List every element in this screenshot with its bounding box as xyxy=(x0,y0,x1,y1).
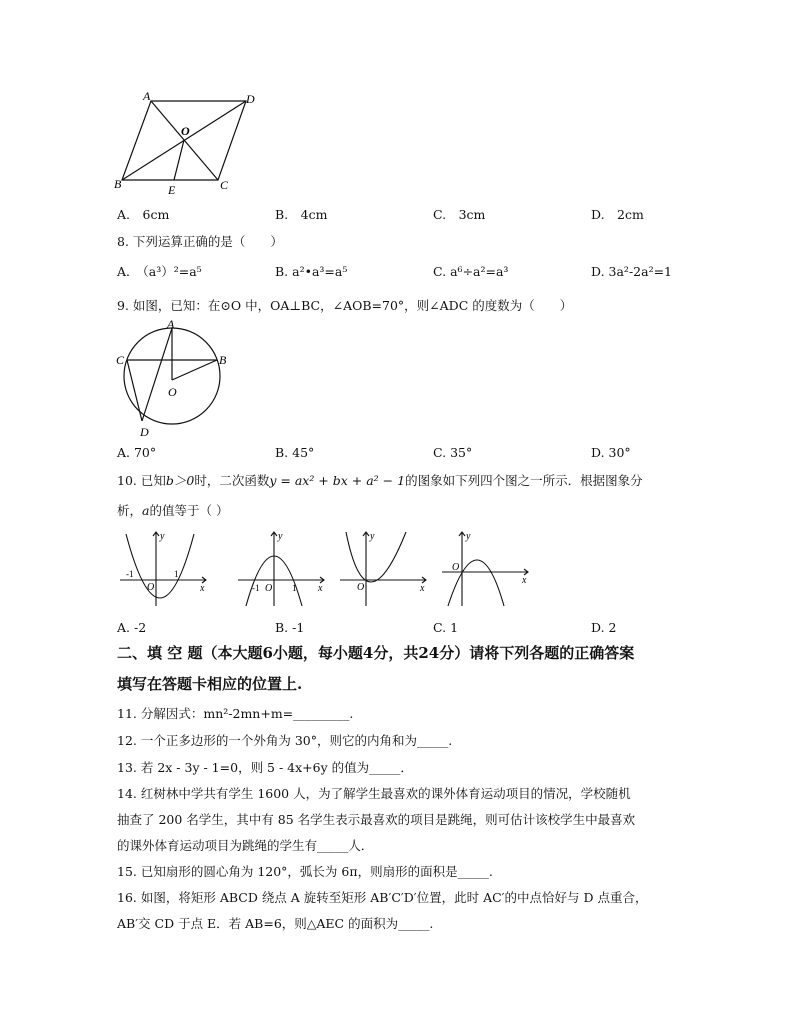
q10-formula: y = ax² + bx + a² − 1 xyxy=(269,473,406,488)
label-B: B xyxy=(219,353,227,367)
q7-option-c: C. 3cm xyxy=(433,207,486,222)
label-O: O xyxy=(181,124,190,138)
q8-option-a: A. （a³）²=a⁵ xyxy=(117,264,202,279)
q15: 15. 已知扇形的圆心角为 120°，弧长为 6π，则扇形的面积是_____. xyxy=(117,864,493,879)
q10-stem-line2 xyxy=(117,503,228,519)
graph-a-one-label: 1 xyxy=(174,569,179,579)
graph-c xyxy=(338,528,430,610)
q10-line2-pre: 析， xyxy=(117,503,143,518)
section2-heading-line2: 填写在答题卡相应的位置上. xyxy=(117,675,303,693)
graph-a-x-label: x xyxy=(200,583,205,594)
q10-stem-mid: 时，二次函数 xyxy=(194,473,270,488)
graph-b-x-label: x xyxy=(318,583,323,594)
graph-b-one-label: 1 xyxy=(292,583,297,593)
label-E: E xyxy=(168,183,176,197)
graph-c-origin-label: O xyxy=(357,582,365,593)
q10-option-c: C. 1 xyxy=(433,620,459,635)
q7-option-b: B. 4cm xyxy=(275,207,328,222)
graph-c-x-label: x xyxy=(420,583,425,594)
graph-d-origin-label: O xyxy=(452,562,460,573)
graph-d-y-label: y xyxy=(466,531,471,542)
q10-condition: b＞0 xyxy=(165,473,195,488)
graph-d-x-label: x xyxy=(522,575,527,586)
q10-option-a: A. -2 xyxy=(117,620,147,635)
q12: 12. 一个正多边形的一个外角为 30°，则它的内角和为_____. xyxy=(117,733,453,748)
parallelogram-figure xyxy=(110,88,270,200)
q10-stem-pre: 10. 已知 xyxy=(117,473,166,488)
label-D: D xyxy=(246,92,255,106)
q14-line2: 抽查了 200 名学生，其中有 85 名学生表示最喜欢的项目是跳绳，则可估计该校学生中最喜欢 xyxy=(117,812,636,827)
q8-stem: 8. 下列运算正确的是（ ） xyxy=(117,234,283,249)
q9-option-b: B. 45° xyxy=(275,445,315,460)
graph-a-neg1-label: -1 xyxy=(126,569,134,579)
graph-b xyxy=(236,528,328,610)
label-B: B xyxy=(114,177,122,191)
q16-line2: AB′交 CD 于点 E．若 AB=6，则△AEC 的面积为_____. xyxy=(117,916,434,931)
q9-option-a: A. 70° xyxy=(117,445,157,460)
label-C: C xyxy=(116,353,125,367)
q10-stem xyxy=(117,473,643,489)
graph-a-y-label: y xyxy=(160,531,165,542)
q9-option-c: C. 35° xyxy=(433,445,473,460)
label-C: C xyxy=(220,178,229,192)
q7-option-d: D. 2cm xyxy=(591,207,644,222)
q10-var-a: a xyxy=(142,503,150,518)
q16-line1: 16. 如图，将矩形 ABCD 绕点 A 旋转至矩形 AB′C′D′位置，此时 AC′的中点恰好与 D 点重合， xyxy=(117,890,648,905)
graph-d xyxy=(440,528,532,610)
label-A: A xyxy=(143,89,151,103)
q9-stem: 9. 如图，已知：在⊙O 中，OA⊥BC，∠AOB=70°，则∠ADC 的度数为（ ） xyxy=(117,298,573,313)
q13: 13. 若 2x - 3y - 1=0，则 5 - 4x+6y 的值为_____． xyxy=(117,760,413,775)
q14-line3: 的课外体育运动项目为跳绳的学生有_____人． xyxy=(117,838,374,853)
q9-option-d: D. 30° xyxy=(591,445,631,460)
q10-option-b: B. -1 xyxy=(275,620,305,635)
graph-a xyxy=(118,528,210,610)
q14-line1: 14. 红树林中学共有学生 1600 人，为了解学生最喜欢的课外体育运动项目的情况，学校随机 xyxy=(117,786,631,801)
section2-heading-line1: 二、填 空 题（本大题6小题，每小题4分，共24分）请将下列各题的正确答案 xyxy=(117,644,635,662)
q11: 11. 分解因式：mn²-2mn+m=_________. xyxy=(117,706,354,721)
graph-b-y-label: y xyxy=(278,531,283,542)
q8-option-d: D. 3a²-2a²=1 xyxy=(591,264,673,279)
q7-option-a: A. 6cm xyxy=(117,207,170,222)
label-A: A xyxy=(167,318,175,331)
graph-c-y-label: y xyxy=(370,531,375,542)
label-D: D xyxy=(140,425,149,439)
graph-a-origin-label: O xyxy=(147,582,155,593)
q10-stem-post: 的图象如下列四个图之一所示．根据图象分 xyxy=(405,473,643,488)
circle-figure xyxy=(112,318,232,440)
graph-b-neg1-label: -1 xyxy=(252,583,260,593)
q8-option-b: B. a²•a³=a⁵ xyxy=(275,264,348,279)
q8-option-c: C. a⁶÷a²=a³ xyxy=(433,264,509,279)
label-O: O xyxy=(168,385,177,399)
graph-b-origin-label: O xyxy=(265,583,273,594)
q10-option-d: D. 2 xyxy=(591,620,617,635)
q10-line2-post: 的值等于（ ） xyxy=(149,503,229,518)
